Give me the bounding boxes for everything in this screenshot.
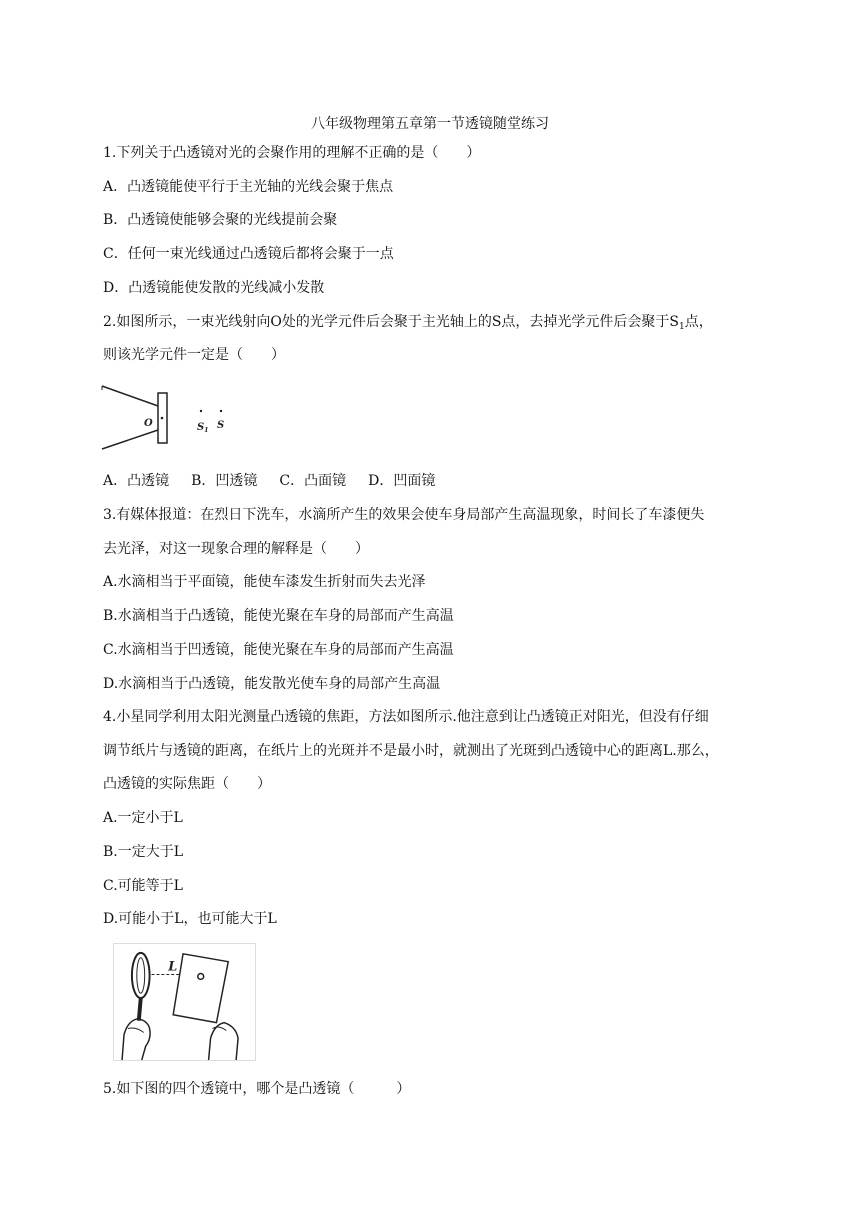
question-3-stem: 3.有媒体报道：在烈日下洗车，水滴所产生的效果会使车身局部产生高温现象，时间长了车漆便失 xyxy=(103,507,705,523)
question-5-stem: 5.如下图的四个透镜中，哪个是凸透镜（ ） xyxy=(103,1081,411,1097)
question-3-stem-line-2: 去光泽，对这一现象合理的解释是（ ） xyxy=(103,541,369,557)
subscript-1: 1 xyxy=(679,322,685,332)
question-2-option-b: B．凹透镜 xyxy=(191,473,258,489)
question-1-option-b: B．凸透镜使能够会聚的光线提前会聚 xyxy=(103,212,338,228)
incoming-ray-top xyxy=(102,386,158,406)
question-2-option-a: A．凸透镜 xyxy=(103,473,170,489)
question-4-option-d: D.可能小于L，也可能大于L xyxy=(103,911,277,927)
question-1-option-a: A．凸透镜能使平行于主光轴的光线会聚于焦点 xyxy=(103,179,394,195)
page-title: 八年级物理第五章第一节透镜随堂练习 xyxy=(311,116,549,132)
question-2-stem xyxy=(103,313,713,336)
question-4-option-a: A.一定小于L xyxy=(103,810,183,826)
lens-handle xyxy=(139,998,141,1021)
question-4-stem-line-2: 调节纸片与透镜的距离，在纸片上的光斑并不是最小时，就测出了光斑到凸透镜中心的距离L.那么， xyxy=(103,743,719,759)
optical-element-figure xyxy=(100,380,240,455)
question-3-option-d: D.水滴相当于凸透镜，能发散光使车身的局部产生高温 xyxy=(103,676,441,692)
question-2-options xyxy=(103,472,457,490)
left-hand xyxy=(122,1019,150,1060)
question-1-stem: 1.下列关于凸透镜对光的会聚作用的理解不正确的是（ ） xyxy=(103,145,481,161)
label-s: S xyxy=(217,420,225,431)
question-2-stem-part-b: 点， xyxy=(684,314,713,330)
question-4-option-b: B.一定大于L xyxy=(103,844,184,860)
question-3-option-b: B.水滴相当于凸透镜，能使光聚在车身的局部而产生高温 xyxy=(103,608,454,624)
question-4-stem: 4.小星同学利用太阳光测量凸透镜的焦距，方法如图所示.他注意到让凸透镜正对阳光，但没有仔细 xyxy=(103,709,709,725)
label-s1: $S_1$ xyxy=(197,422,209,434)
incoming-ray-bottom xyxy=(102,430,158,449)
question-2-option-d: D．凹面镜 xyxy=(368,473,436,489)
left-hand-finger xyxy=(128,1028,144,1032)
point-s1-dot xyxy=(200,410,202,412)
point-s-dot xyxy=(220,410,222,412)
focal-length-measurement-figure xyxy=(113,943,256,1061)
question-1-option-d: D．凸透镜能使发散的光线减小发散 xyxy=(103,280,325,296)
question-4-stem-line-3: 凸透镜的实际焦距（ ） xyxy=(103,776,271,792)
question-3-option-a: A.水滴相当于平面镜，能使车漆发生折射而失去光泽 xyxy=(103,574,426,590)
question-2-stem-line-2: 则该光学元件一定是（ ） xyxy=(103,347,285,363)
convex-lens-shape xyxy=(132,953,150,998)
question-2-option-c: C．凸面镜 xyxy=(279,473,347,489)
label-o: O xyxy=(144,418,153,429)
question-1-option-c: C．任何一束光线通过凸透镜后都将会聚于一点 xyxy=(103,246,394,262)
question-2-stem-part-a: 2.如图所示，一束光线射向O处的光学元件后会聚于主光轴上的S点，去掉光学元件后会聚于S xyxy=(103,314,680,330)
paper-card xyxy=(173,954,228,1023)
question-3-option-c: C.水滴相当于凹透镜，能使光聚在车身的局部而产生高温 xyxy=(103,642,454,658)
question-4-option-c: C.可能等于L xyxy=(103,878,183,894)
label-l: L xyxy=(168,959,178,975)
point-o-dot xyxy=(161,417,164,420)
